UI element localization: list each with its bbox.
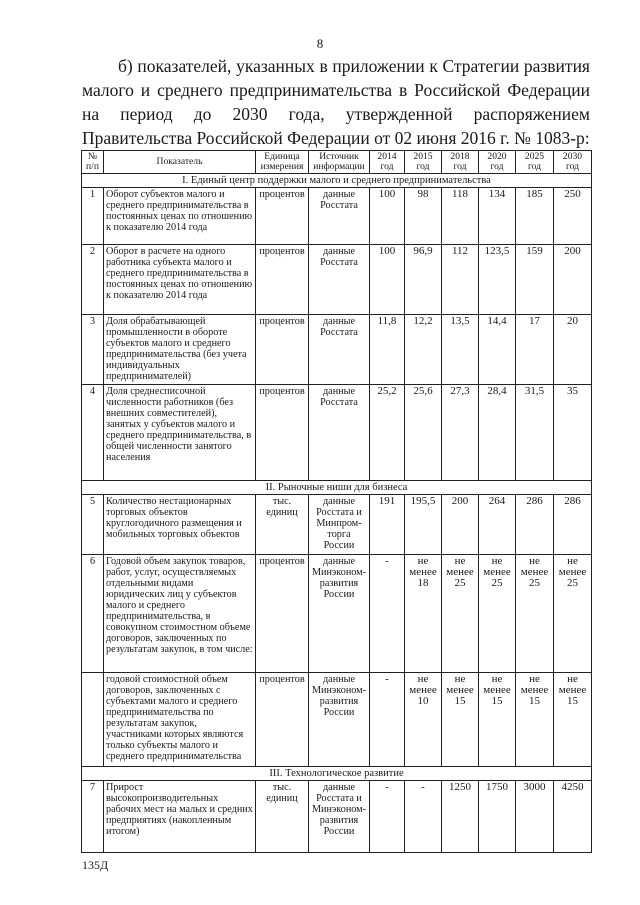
cell-2030: 4250 bbox=[554, 781, 592, 853]
cell-indicator: Прирост высокопроизводительных рабочих мест на малых и средних предприятиях (накопленным итогом) bbox=[104, 781, 256, 853]
cell-2015: 12,2 bbox=[405, 315, 442, 385]
cell-2025: 159 bbox=[516, 245, 554, 315]
cell-indicator: Доля обрабатывающей промышленности в обороте субъектов малого и среднего предпринимательства (без учета индивидуальных предпринимателей) bbox=[104, 315, 256, 385]
cell-2014: 100 bbox=[370, 188, 405, 245]
cell-unit: тыс. единиц bbox=[256, 781, 309, 853]
header-num: № п/п bbox=[82, 151, 104, 174]
cell-source: данные Росстата bbox=[309, 385, 370, 481]
cell-2030: 35 bbox=[554, 385, 592, 481]
cell-2030: не менее 15 bbox=[554, 673, 592, 767]
cell-2020: не менее 25 bbox=[479, 555, 516, 673]
cell-2025: 185 bbox=[516, 188, 554, 245]
cell-num: 2 bbox=[82, 245, 104, 315]
section-row bbox=[82, 481, 592, 495]
section-title-1: I. Единый центр поддержки малого и среднего предпринимательства bbox=[82, 174, 592, 188]
header-2025: 2025 год bbox=[516, 151, 554, 174]
cell-unit: процентов bbox=[256, 555, 309, 673]
cell-2020: 14,4 bbox=[479, 315, 516, 385]
cell-unit: процентов bbox=[256, 245, 309, 315]
cell-source: данные Росстата и Минпром-торга России bbox=[309, 495, 370, 555]
cell-num: 1 bbox=[82, 188, 104, 245]
cell-source: данные Росстата bbox=[309, 188, 370, 245]
cell-2018: 112 bbox=[442, 245, 479, 315]
cell-2020: 264 bbox=[479, 495, 516, 555]
indicators-table bbox=[81, 150, 592, 853]
cell-2015: - bbox=[405, 781, 442, 853]
cell-indicator: годовой стоимостной объем договоров, заключенных с субъектами малого и среднего предпринимательства по результатам закупок, участниками которых являются только субъекты малого и среднего предпринимательства bbox=[104, 673, 256, 767]
header-source: Источник информации bbox=[309, 151, 370, 174]
header-indicator: Показатель bbox=[104, 151, 256, 174]
table-row bbox=[82, 315, 592, 385]
table-row bbox=[82, 781, 592, 853]
table-row bbox=[82, 555, 592, 673]
cell-2015: 98 bbox=[405, 188, 442, 245]
section-title-3: III. Технологическое развитие bbox=[82, 767, 592, 781]
cell-source: данные Росстата и Минэконом-развития России bbox=[309, 781, 370, 853]
cell-source: данные Росстата bbox=[309, 315, 370, 385]
cell-2025: 17 bbox=[516, 315, 554, 385]
cell-num: 5 bbox=[82, 495, 104, 555]
header-2020: 2020 год bbox=[479, 151, 516, 174]
table-row bbox=[82, 385, 592, 481]
cell-2030: 250 bbox=[554, 188, 592, 245]
cell-2018: 200 bbox=[442, 495, 479, 555]
cell-2025: 31,5 bbox=[516, 385, 554, 481]
cell-2025: не менее 15 bbox=[516, 673, 554, 767]
header-2018: 2018 год bbox=[442, 151, 479, 174]
header-2014: 2014 год bbox=[370, 151, 405, 174]
table-row bbox=[82, 673, 592, 767]
cell-unit: процентов bbox=[256, 188, 309, 245]
cell-2018: не менее 25 bbox=[442, 555, 479, 673]
cell-2030: 200 bbox=[554, 245, 592, 315]
cell-source: данные Росстата bbox=[309, 245, 370, 315]
cell-2014: 11,8 bbox=[370, 315, 405, 385]
cell-indicator: Количество нестационарных торговых объектов круглогодичного размещения и мобильных торговых объектов bbox=[104, 495, 256, 555]
cell-2014: 100 bbox=[370, 245, 405, 315]
cell-2015: 96,9 bbox=[405, 245, 442, 315]
intro-text: б) показателей, указанных в приложении к Стратегии развития малого и среднего предпринимательства в Российской Федерации на период до 2030 года, утвержденной распоряжением Правительства Российской Федерации от 02 июня 2016 г. № 1083-р: bbox=[82, 56, 590, 148]
cell-unit: процентов bbox=[256, 673, 309, 767]
section-row bbox=[82, 174, 592, 188]
cell-source: данные Минэконом-развития России bbox=[309, 555, 370, 673]
section-title-2: II. Рыночные ниши для бизнеса bbox=[82, 481, 592, 495]
cell-2025: не менее 25 bbox=[516, 555, 554, 673]
cell-2014: - bbox=[370, 673, 405, 767]
cell-unit: процентов bbox=[256, 315, 309, 385]
cell-2025: 3000 bbox=[516, 781, 554, 853]
cell-unit: тыс. единиц bbox=[256, 495, 309, 555]
cell-2020: 28,4 bbox=[479, 385, 516, 481]
cell-num: 3 bbox=[82, 315, 104, 385]
header-unit: Единица измерения bbox=[256, 151, 309, 174]
cell-num bbox=[82, 673, 104, 767]
cell-2015: 195,5 bbox=[405, 495, 442, 555]
cell-source: данные Минэконом-развития России bbox=[309, 673, 370, 767]
footer-code: 135Д bbox=[82, 858, 109, 872]
table-header-row bbox=[82, 151, 592, 174]
cell-2015: не менее 18 bbox=[405, 555, 442, 673]
cell-2015: 25,6 bbox=[405, 385, 442, 481]
cell-2020: не менее 15 bbox=[479, 673, 516, 767]
section-row bbox=[82, 767, 592, 781]
header-2015: 2015 год bbox=[405, 151, 442, 174]
cell-2014: - bbox=[370, 781, 405, 853]
cell-2018: 13,5 bbox=[442, 315, 479, 385]
cell-2014: 191 bbox=[370, 495, 405, 555]
cell-2030: не менее 25 bbox=[554, 555, 592, 673]
table-row bbox=[82, 245, 592, 315]
cell-2020: 123,5 bbox=[479, 245, 516, 315]
cell-indicator: Годовой объем закупок товаров, работ, услуг, осуществляемых отдельными видами юридических лиц у субъектов малого и среднего предпринимательства, в совокупном стоимостном объеме договоров, заключенных по результатам закупок, в том числе: bbox=[104, 555, 256, 673]
cell-indicator: Оборот в расчете на одного работника субъекта малого и среднего предпринимательства в постоянных ценах по отношению к показателю 2014 года bbox=[104, 245, 256, 315]
cell-2014: 25,2 bbox=[370, 385, 405, 481]
intro-paragraph bbox=[82, 54, 590, 150]
cell-num: 7 bbox=[82, 781, 104, 853]
cell-num: 6 bbox=[82, 555, 104, 673]
cell-2018: 1250 bbox=[442, 781, 479, 853]
cell-indicator: Доля среднесписочной численности работников (без внешних совместителей), занятых у субъектов малого и среднего предпринимательства, в общей численности занятого населения bbox=[104, 385, 256, 481]
cell-2018: 118 bbox=[442, 188, 479, 245]
cell-2020: 1750 bbox=[479, 781, 516, 853]
table-row bbox=[82, 188, 592, 245]
cell-2018: не менее 15 bbox=[442, 673, 479, 767]
cell-num: 4 bbox=[82, 385, 104, 481]
cell-2020: 134 bbox=[479, 188, 516, 245]
cell-2030: 286 bbox=[554, 495, 592, 555]
cell-indicator: Оборот субъектов малого и среднего предпринимательства в постоянных ценах по отношению к показателю 2014 года bbox=[104, 188, 256, 245]
cell-2018: 27,3 bbox=[442, 385, 479, 481]
cell-2014: - bbox=[370, 555, 405, 673]
table-row bbox=[82, 495, 592, 555]
cell-2030: 20 bbox=[554, 315, 592, 385]
cell-unit: процентов bbox=[256, 385, 309, 481]
cell-2025: 286 bbox=[516, 495, 554, 555]
header-2030: 2030 год bbox=[554, 151, 592, 174]
cell-2015: не менее 10 bbox=[405, 673, 442, 767]
page-number: 8 bbox=[316, 36, 324, 51]
